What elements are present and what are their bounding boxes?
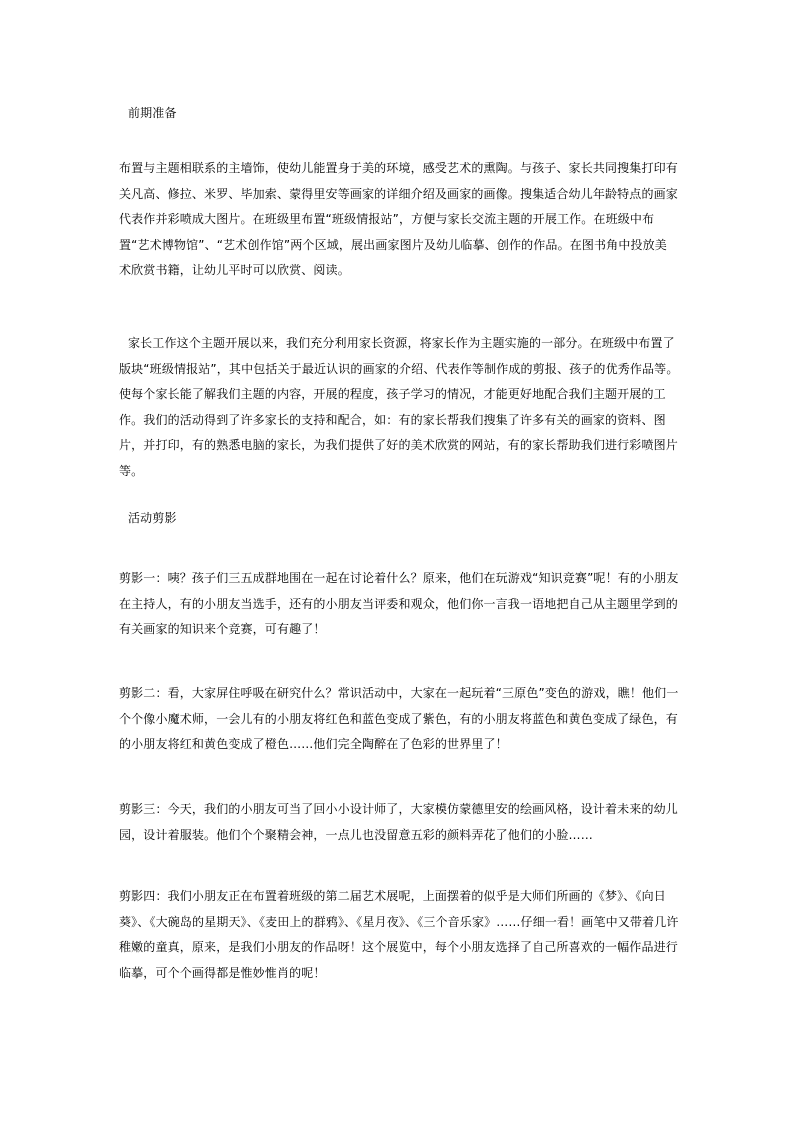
activity-clip-2: 剪影二：看，大家屏住呼吸在研究什么？常识活动中，大家在一起玩着“三原色”变色的游戏，瞧！他们一个个像小魔术师，一会儿有的小朋友将红色和蓝色变成了紫色，有的小朋友将蓝色和黄色变成了绿色，有的小朋友将红和黄色变成了橙色……他们完全陶醉在了色彩的世界里了！ [119,686,679,751]
preparation-paragraph: 布置与主题相联系的主墙饰，使幼儿能置身于美的环境，感受艺术的熏陶。与孩子、家长共同搜集打印有关凡高、修拉、米罗、毕加索、蒙得里安等画家的详细介绍及画家的画像。搜集适合幼儿年龄特点的画家代表作并彩喷成大图片。在班级里布置“班级情报站”，方便与家长交流主题的开展工作。在班级中布置“艺术博物馆”、“艺术创作馆”两个区域，展出画家图片及幼儿临摹、创作的作品。在图书角中投放美术欣赏书籍，让幼儿平时可以欣赏、阅读。 [119,161,678,277]
section-heading-preparation: 前期准备 [128,106,177,120]
activity-clip-1: 剪影一：咦？孩子们三五成群地围在一起在讨论着什么？原来，他们在玩游戏“知识竞赛”呢！有的小朋友在主持人，有的小朋友当选手，还有的小朋友当评委和观众，他们你一言我一语地把自己从主题里学到的有关画家的知识来个竞赛，可有趣了！ [119,571,679,636]
activity-clip-4: 剪影四：我们小朋友正在布置着班级的第二届艺术展呢，上面摆着的似乎是大师们所画的《梦》、《向日葵》、《大碗岛的星期天》、《麦田上的群鸦》、《星月夜》、《三个音乐家》……仔细一看！画笔中又带着几许稚嫩的童真，原来，是我们小朋友的作品呀！这个展览中，每个小朋友选择了自己所喜欢的一幅作品进行临摹，可个个画得都是惟妙惟肖的呢！ [119,889,679,980]
activity-clip-3: 剪影三：今天，我们的小朋友可当了回小小设计师了，大家模仿蒙德里安的绘画风格，设计着未来的幼儿园，设计着服装。他们个个聚精会神，一点儿也没留意五彩的颜料弄花了他们的小脸…… [119,802,678,842]
section-heading-activity-clips: 活动剪影 [128,511,177,525]
parents-work-paragraph: 家长工作这个主题开展以来，我们充分利用家长资源，将家长作为主题实施的一部分。在班级中布置了版块“班级情报站”，其中包括关于最近认识的画家的介绍、代表作等制作成的剪报、孩子的优秀作品等。使每个家长能了解我们主题的内容，开展的程度，孩子学习的情况，才能更好地配合我们主题开展的工作。我们的活动得到了许多家长的支持和配合，如：有的家长帮我们搜集了许多有关的画家的资料、图片，并打印，有的熟悉电脑的家长，为我们提供了好的美术欣赏的网站，有的家长帮助我们进行彩喷图片等。 [119,336,679,478]
